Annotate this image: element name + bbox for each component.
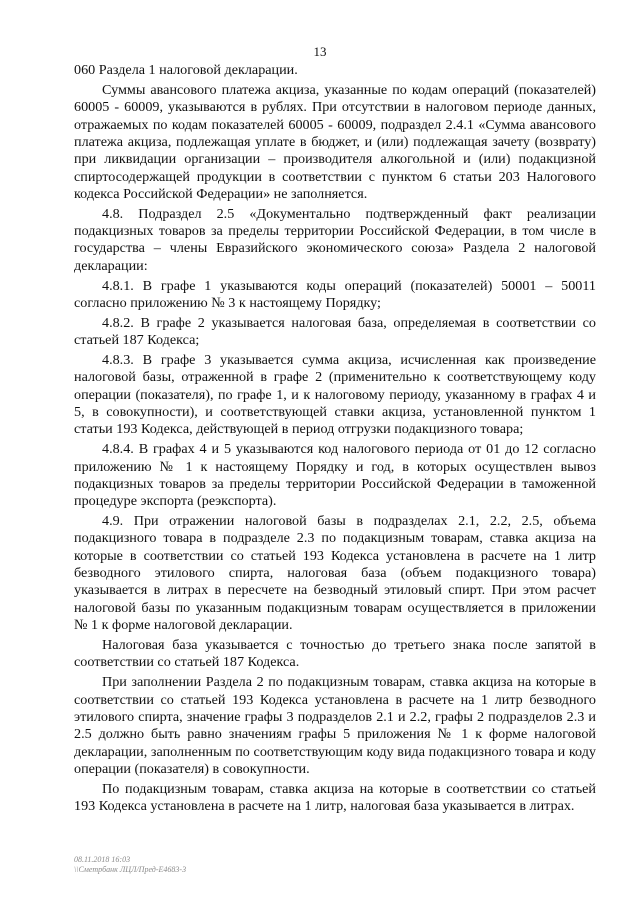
paragraph: 4.8.4. В графах 4 и 5 указываются код налогового периода от 01 до 12 согласно приложению № 1 к настоящему Порядку и год, в которых осуществлен вывоз подакцизных товаров за пределы территории Российской Федерации в таможенной процедуре экспорта (реэкспорта).	[74, 441, 596, 510]
paragraph: 4.8.3. В графе 3 указывается сумма акциза, исчисленная как произведение налоговой базы, отраженной в графе 2 (применительно к соответствующему коду операции (показателя), по графе 1, и к налоговому периоду, указанному в графах 4 и 5, в совокупности), и соответствующей ставки акциза, установленной пунктом 1 статьи 193 Кодекса, действующей в период отгрузки подакцизного товара;	[74, 352, 596, 438]
paragraph: Налоговая база указывается с точностью до третьего знака после запятой в соответствии со статьей 187 Кодекса.	[74, 637, 596, 671]
paragraph: При заполнении Раздела 2 по подакцизным товарам, ставка акциза на которые в соответствии со статьей 193 Кодекса установлена в расчете на 1 литр безводного этилового спирта, значение графы 3 подразделов 2.1 и 2.2, графы 2 подразделов 2.3 и 2.5 должно быть равно значениям графы 5 приложения № 1 к форме налоговой декларации, заполненным по соответствующим коду вида подакцизного товара и коду операции (показателя) в совокупности.	[74, 674, 596, 777]
paragraph: По подакцизным товарам, ставка акциза на которые в соответствии со статьей 193 Кодекса установлена в расчете на 1 литр, налоговая база указывается в литрах.	[74, 780, 596, 815]
document-body	[74, 62, 596, 818]
paragraph: 4.8.1. В графе 1 указываются коды операций (показателей) 50001 – 50011 согласно приложению № 3 к настоящему Порядку;	[74, 277, 596, 311]
paragraph: Суммы авансового платежа акциза, указанные по кодам операций (показателей) 60005 - 60009, указываются в рублях. При отсутствии в налоговом периоде данных, отражаемых по кодам показателей 60005 - 60009, подраздел 2.4.1 «Сумма авансового платежа акциза, подлежащая уплате в бюджет, и (или) подлежащая зачету (возврату) при ликвидации организации – производителя алкогольной и (или) подакцизной спиртосодержащей продукции в соответствии с пунктом 6 статьи 203 Налогового кодекса Российской Федерации» не заполняется.	[74, 81, 596, 202]
page-number: 13	[313, 44, 327, 59]
footer-file-path: \\Сметрбанк ЛЦЛ/Пред-Е4683-3	[74, 865, 187, 874]
paragraph: 4.9. При отражении налоговой базы в подразделах 2.1, 2.2, 2.5, объема подакцизного товара в подразделе 2.3 по подакцизным товарам, ставка акциза на которые в соответствии со статьей 193 Кодекса установлена в расчете на 1 литр безводного этилового спирта, налоговая база (объем подакцизного товара) указывается в литрах в пересчете на безводный этиловый спирт. При этом расчет налоговой базы по указанным подакцизным товарам осуществляется в приложении № 1 к форме налоговой декларации.	[74, 513, 596, 634]
paragraph: 4.8. Подраздел 2.5 «Документально подтвержденный факт реализации подакцизных товаров за пределы территории Российской Федерации, в том числе в государства – члены Евразийского экономического союза» Раздела 2 налоговой декларации:	[74, 205, 596, 274]
document-footer	[74, 855, 186, 875]
footer-timestamp: 08.11.2018 16:03	[74, 855, 131, 864]
paragraph: 4.8.2. В графе 2 указывается налоговая база, определяемая в соответствии со статьей 187 Кодекса;	[74, 314, 596, 349]
paragraph: 060 Раздела 1 налоговой декларации.	[74, 62, 298, 78]
